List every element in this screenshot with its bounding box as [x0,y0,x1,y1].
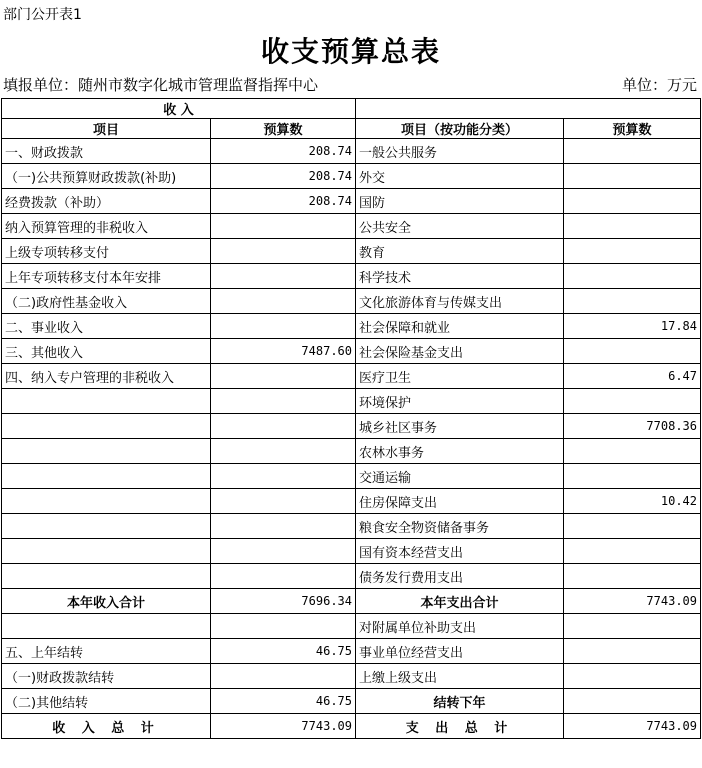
table-row [2,689,701,714]
income-budget-cell [211,289,356,314]
col-header-item: 项目 [2,119,211,139]
expense-item-cell: 城乡社区事务 [356,414,564,439]
col-header-budget: 预算数 [211,119,356,139]
income-budget-cell [211,564,356,589]
table-row [2,539,701,564]
expense-budget-cell [564,164,701,189]
income-budget-cell: 7487.60 [211,339,356,364]
expense-budget-cell [564,439,701,464]
col-header-budget-2: 预算数 [564,119,701,139]
income-budget-cell [211,264,356,289]
table-row [2,189,701,214]
income-item-cell: （一)财政拨款结转 [2,664,211,689]
income-budget-cell [211,414,356,439]
expense-item-cell: 教育 [356,239,564,264]
income-budget-cell [211,464,356,489]
income-item-cell [2,489,211,514]
expense-budget-cell [564,614,701,639]
expense-item-cell: 环境保护 [356,389,564,414]
income-item-cell: 三、其他收入 [2,339,211,364]
expense-budget-cell [564,289,701,314]
income-item-cell: 纳入预算管理的非税收入 [2,214,211,239]
expense-budget-cell [564,464,701,489]
income-group-header: 收 入 [2,99,356,119]
expense-budget-cell [564,339,701,364]
table-row [2,464,701,489]
income-budget-cell [211,364,356,389]
expense-item-cell: 结转下年 [356,689,564,714]
income-item-cell [2,564,211,589]
table-row [2,714,701,739]
expense-item-cell: 粮食安全物资储备事务 [356,514,564,539]
expense-item-cell: 农林水事务 [356,439,564,464]
income-item-cell: （二)政府性基金收入 [2,289,211,314]
expense-budget-cell [564,189,701,214]
expense-item-cell: 社会保险基金支出 [356,339,564,364]
expense-budget-cell [564,689,701,714]
expense-item-cell: 科学技术 [356,264,564,289]
income-budget-cell [211,389,356,414]
income-item-cell [2,439,211,464]
table-row [2,289,701,314]
expense-item-cell: 债务发行费用支出 [356,564,564,589]
expense-item-cell: 交通运输 [356,464,564,489]
table-row [2,264,701,289]
expense-item-cell: 社会保障和就业 [356,314,564,339]
income-item-cell [2,539,211,564]
expense-item-cell: 事业单位经营支出 [356,639,564,664]
expense-group-header [356,99,701,119]
expense-budget-cell [564,639,701,664]
income-item-cell: （二)其他结转 [2,689,211,714]
income-item-cell: 经费拨款（补助） [2,189,211,214]
expense-item-cell: 文化旅游体育与传媒支出 [356,289,564,314]
table-header-group-row [2,99,701,119]
expense-budget-cell [564,539,701,564]
expense-item-cell: 住房保障支出 [356,489,564,514]
expense-budget-cell: 10.42 [564,489,701,514]
income-budget-cell [211,539,356,564]
expense-budget-cell [564,564,701,589]
table-header-row [2,119,701,139]
expense-budget-cell [564,514,701,539]
expense-budget-cell [564,139,701,164]
income-item-cell: 二、事业收入 [2,314,211,339]
income-budget-cell: 7743.09 [211,714,356,739]
income-budget-cell: 7696.34 [211,589,356,614]
income-budget-cell: 208.74 [211,189,356,214]
table-row [2,339,701,364]
budget-table [1,98,701,739]
income-item-cell: 上级专项转移支付 [2,239,211,264]
expense-budget-cell [564,389,701,414]
table-row [2,239,701,264]
expense-item-cell: 本年支出合计 [356,589,564,614]
table-row [2,214,701,239]
table-row [2,589,701,614]
income-budget-cell [211,514,356,539]
expense-budget-cell [564,664,701,689]
table-row [2,164,701,189]
income-item-cell [2,464,211,489]
income-budget-cell [211,614,356,639]
table-row [2,439,701,464]
expense-item-cell: 外交 [356,164,564,189]
income-item-cell: 一、财政拨款 [2,139,211,164]
expense-budget-cell: 7743.09 [564,589,701,614]
expense-budget-cell [564,264,701,289]
income-budget-cell [211,489,356,514]
table-number-label: 部门公开表1 [3,7,82,23]
income-item-cell: 上年专项转移支付本年安排 [2,264,211,289]
table-row [2,139,701,164]
expense-budget-cell: 17.84 [564,314,701,339]
expense-item-cell: 国防 [356,189,564,214]
income-item-cell [2,414,211,439]
income-budget-cell: 46.75 [211,689,356,714]
page-title: 收支预算总表 [260,35,441,68]
income-item-cell [2,614,211,639]
reporting-unit: 填报单位：随州市数字化城市管理监督指挥中心 [3,76,319,94]
income-budget-cell: 46.75 [211,639,356,664]
income-item-cell: 本年收入合计 [2,589,211,614]
table-row [2,514,701,539]
income-budget-cell [211,314,356,339]
currency-unit: 单位：万元 [621,76,697,94]
table-row [2,564,701,589]
table-row [2,389,701,414]
table-row [2,314,701,339]
expense-budget-cell: 6.47 [564,364,701,389]
table-row [2,489,701,514]
income-budget-cell [211,439,356,464]
income-item-cell: （一)公共预算财政拨款(补助) [2,164,211,189]
table-row [2,414,701,439]
income-budget-cell [211,214,356,239]
income-budget-cell: 208.74 [211,164,356,189]
expense-budget-cell: 7708.36 [564,414,701,439]
expense-item-cell: 公共安全 [356,214,564,239]
expense-item-cell: 医疗卫生 [356,364,564,389]
table-row [2,639,701,664]
income-item-cell [2,389,211,414]
income-item-cell: 四、纳入专户管理的非税收入 [2,364,211,389]
expense-budget-cell [564,239,701,264]
table-row [2,614,701,639]
income-budget-cell [211,239,356,264]
income-item-cell: 五、上年结转 [2,639,211,664]
income-budget-cell [211,664,356,689]
income-budget-cell: 208.74 [211,139,356,164]
expense-budget-cell: 7743.09 [564,714,701,739]
income-item-cell [2,514,211,539]
expense-budget-cell [564,214,701,239]
table-row [2,664,701,689]
table-row [2,364,701,389]
income-item-cell: 收 入 总 计 [2,714,211,739]
expense-item-cell: 一般公共服务 [356,139,564,164]
col-header-item-func: 项目（按功能分类） [356,119,564,139]
expense-item-cell: 对附属单位补助支出 [356,614,564,639]
expense-item-cell: 支 出 总 计 [356,714,564,739]
expense-item-cell: 上缴上级支出 [356,664,564,689]
expense-item-cell: 国有资本经营支出 [356,539,564,564]
